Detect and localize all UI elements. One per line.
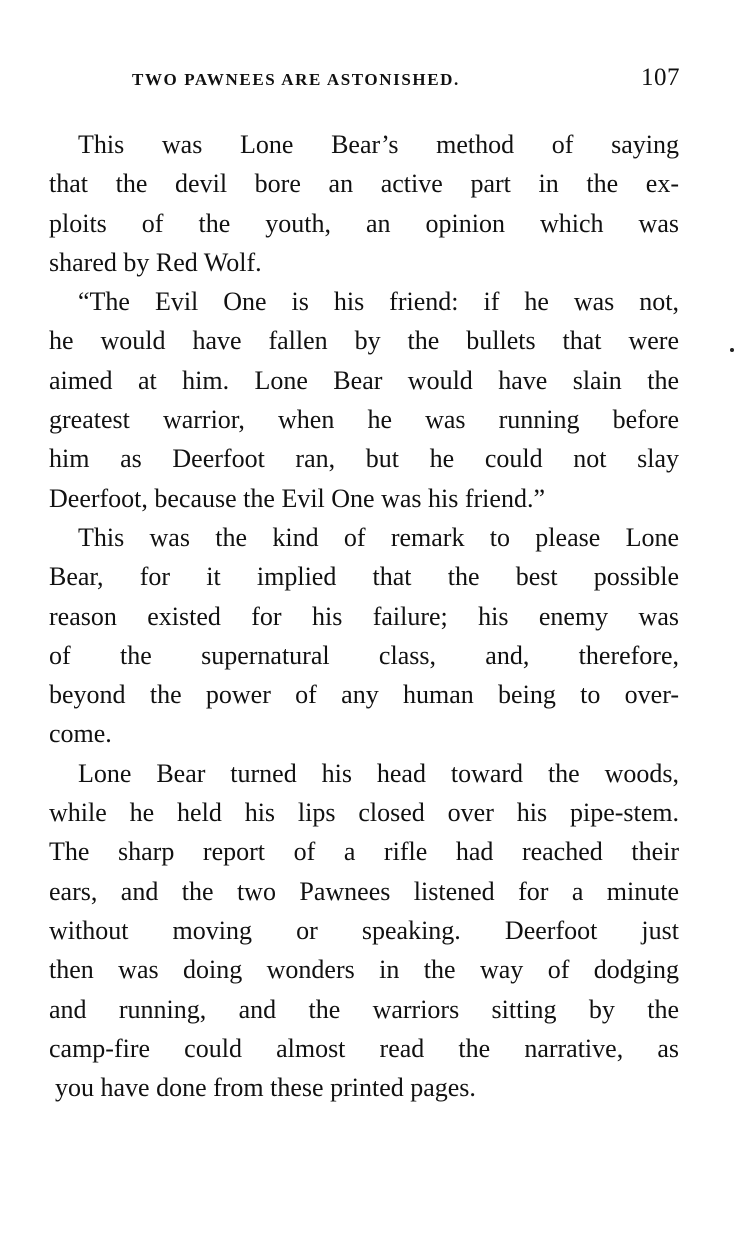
text-line: that the devil bore an active part in the ex- [49,169,679,199]
text-line: of the supernatural class, and, therefore, [49,640,679,670]
text-line: ploits of the youth, an opinion which was [49,208,679,238]
text-line: him as Deerfoot ran, but he could not slay [49,444,679,474]
text-line: Bear, for it implied that the best possible [49,562,679,592]
body-text [49,125,679,1115]
text-line: aimed at him. Lone Bear would have slain the [49,365,679,395]
page-number: 107 [641,64,680,91]
text-line: This was Lone Bear’s method of saying [78,130,679,159]
text-line: “The Evil One is his friend: if he was not, [78,287,679,317]
text-line: without moving or speaking. Deerfoot just [49,915,679,945]
text-line: ears, and the two Pawnees listened for a minute [49,876,679,906]
text-line: reason existed for his failure; his enemy was [49,601,679,631]
text-line: shared by Red Wolf. [49,247,262,277]
running-head [132,64,680,94]
text-line: The sharp report of a rifle had reached their [49,837,679,867]
text-line: This was the kind of remark to please Lone [78,522,679,552]
print-speck [730,348,734,352]
text-line: Deerfoot, because the Evil One was his friend.” [49,483,545,513]
text-line: beyond the power of any human being to over- [49,680,679,710]
text-line: while he held his lips closed over his pipe-stem. [49,798,679,828]
text-line: Lone Bear turned his head toward the woods, [78,758,679,788]
text-line: you have done from these printed pages. [55,1073,476,1103]
text-line: and running, and the warriors sitting by the [49,994,679,1024]
text-line: come. [49,719,112,749]
running-title: TWO PAWNEES ARE ASTONISHED. [132,70,460,89]
text-line: camp-fire could almost read the narrative, as [49,1033,679,1063]
text-line: greatest warrior, when he was running before [49,405,679,435]
text-line: he would have fallen by the bullets that were [49,326,679,356]
text-line: then was doing wonders in the way of dodging [49,955,679,985]
